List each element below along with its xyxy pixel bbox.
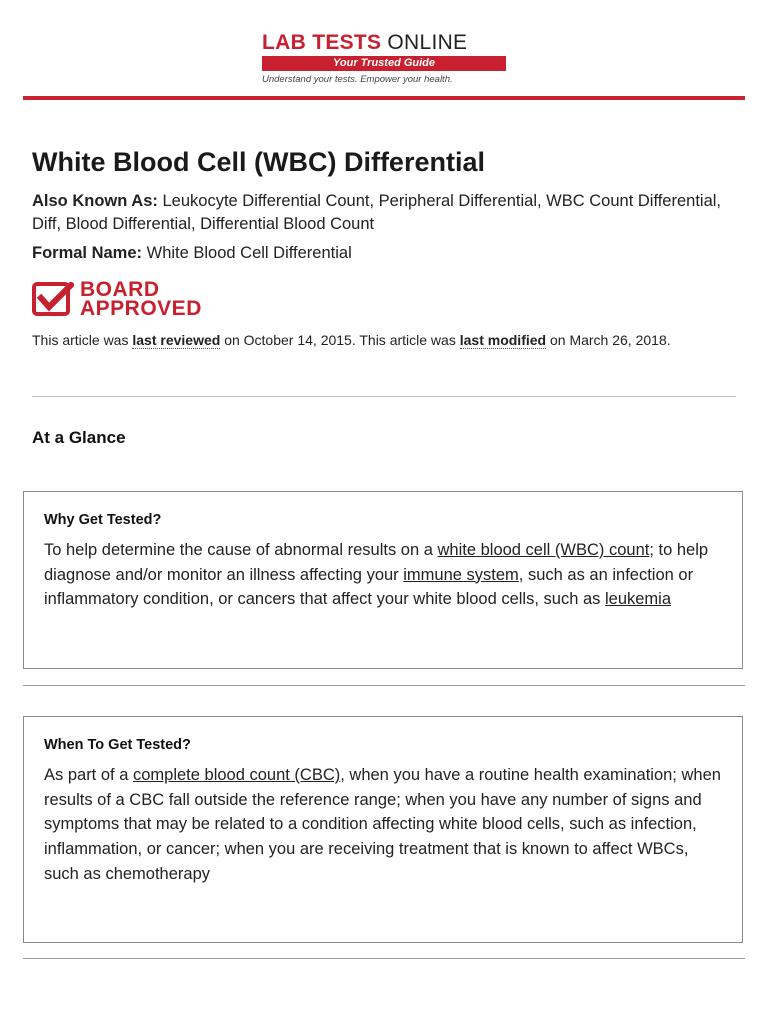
logo-subtitle: Understand your tests. Empower your health.: [262, 74, 453, 85]
why-get-tested-text: [44, 538, 722, 612]
badge-approved: APPROVED: [80, 297, 202, 320]
when-text-1: As part of a: [44, 766, 129, 784]
also-known-as-label: Also Known As:: [32, 192, 158, 210]
when-to-get-tested-text: [44, 763, 722, 887]
logo-online: ONLINE: [387, 31, 468, 54]
why-get-tested-box: [23, 491, 743, 669]
reviewed-date: on October 14, 2015. This article was: [224, 332, 456, 348]
why-text-1: To help determine the cause of abnormal results on a: [44, 541, 433, 559]
formal-name-label: Formal Name:: [32, 244, 143, 262]
when-to-get-tested-box: [23, 716, 743, 943]
logo-lab-tests: LAB TESTS: [262, 31, 382, 54]
box-divider: [23, 685, 745, 686]
last-reviewed-link[interactable]: last reviewed: [132, 332, 221, 348]
page-title: White Blood Cell (WBC) Differential: [32, 147, 485, 177]
review-info: [32, 330, 732, 351]
also-known-as: [32, 190, 732, 236]
modified-date: on March 26, 2018.: [549, 332, 671, 348]
when-to-get-tested-heading: When To Get Tested?: [44, 737, 191, 753]
badge-board: BOARD: [80, 278, 160, 301]
checkmark-icon: [32, 282, 74, 316]
why-text-3: , such as an infection or inflammatory condition, or cancers that affect your white blood cells, such as: [44, 565, 694, 609]
at-a-glance-heading: At a Glance: [32, 428, 126, 447]
formal-name-value: White Blood Cell Differential: [146, 244, 352, 262]
immune-system-link[interactable]: immune system: [403, 565, 519, 584]
section-divider: [32, 396, 736, 397]
header-divider: [23, 96, 745, 100]
board-approved-badge: [32, 280, 202, 318]
why-text-2: ; to help diagnose and/or monitor an illness affecting your: [44, 541, 709, 584]
formal-name: [32, 244, 352, 263]
logo-wordmark: [262, 32, 506, 54]
review-prefix: This article was: [32, 332, 129, 348]
when-text-2: , when you have a routine health examination; when results of a CBC fall outside the reference range; when you have any number of signs and symptoms that may be related to a condition affecting white blood cells, such as infection, inflammation, or cancer; when you are receiving treatment that is known to affect WBCs, such as chemotherapy: [44, 766, 721, 883]
leukemia-link[interactable]: leukemia: [604, 590, 672, 609]
also-known-as-value: Leukocyte Differential Count, Peripheral Differential, WBC Count Differential, Diff, Blood Differential, Differential Blood Count: [32, 192, 722, 233]
cbc-link[interactable]: complete blood count (CBC): [132, 766, 341, 784]
why-get-tested-heading: Why Get Tested?: [44, 512, 162, 528]
box-divider: [23, 958, 745, 959]
wbc-count-link[interactable]: white blood cell (WBC) count: [437, 541, 650, 559]
logo-tagline: Your Trusted Guide: [262, 56, 506, 71]
last-modified-link[interactable]: last modified: [459, 332, 547, 348]
site-logo[interactable]: [262, 32, 506, 85]
